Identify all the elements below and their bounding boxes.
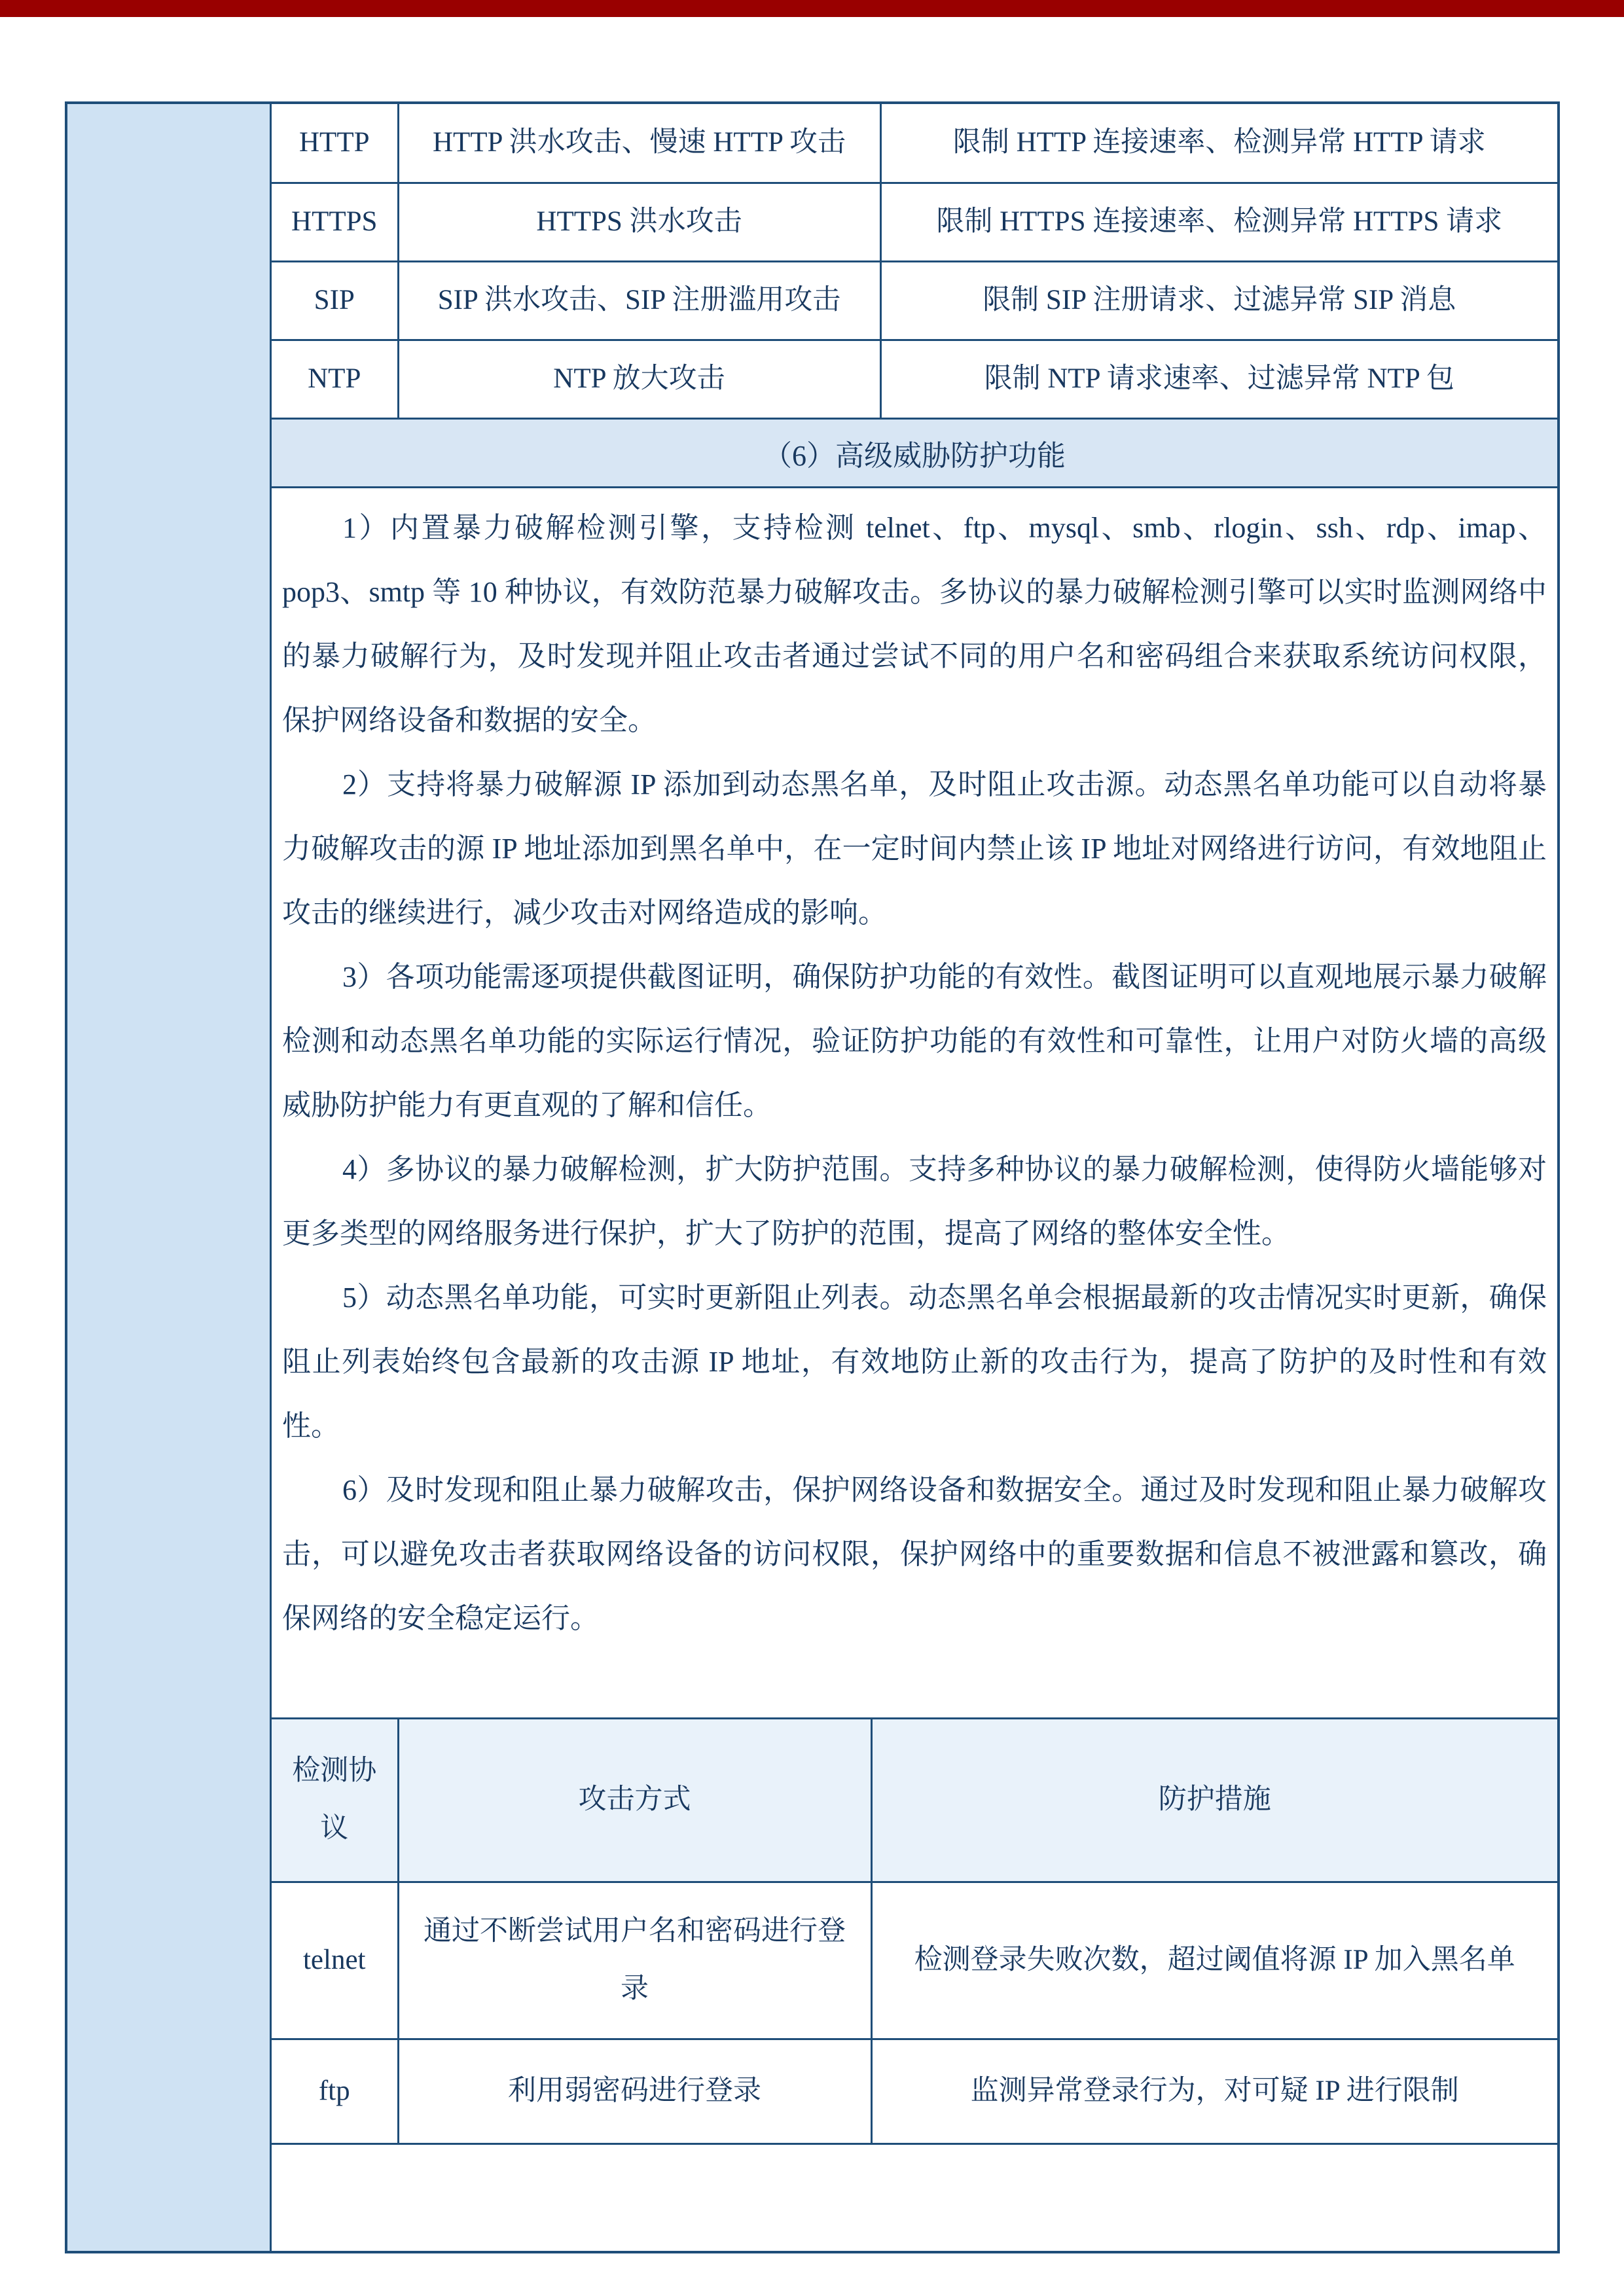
paragraph: 6）及时发现和阻止暴力破解攻击，保护网络设备和数据安全。通过及时发现和阻止暴力破解攻击，可以避免攻击者获取网络设备的访问权限，保护网络中的重要数据和信息不被泄露和篡改，确保网络的安全稳定运行。 xyxy=(282,1473,1547,1634)
ddos-protection-table xyxy=(272,104,1557,420)
protocol-cell: HTTP xyxy=(272,104,398,183)
paragraph: 4）多协议的暴力破解检测，扩大防护范围。支持多种协议的暴力破解检测，使得防火墙能够对更多类型的网络服务进行保护，扩大了防护的范围，提高了网络的整体安全性。 xyxy=(282,1153,1547,1249)
body-text-block xyxy=(272,488,1557,1717)
table-row xyxy=(272,104,1557,183)
measure-cell: 限制 NTP 请求速率、过滤异常 NTP 包 xyxy=(880,340,1557,418)
attack-cell: 通过不断尝试用户名和密码进行登录 xyxy=(398,1882,871,2039)
paragraph: 1）内置暴力破解检测引擎，支持检测 telnet、ftp、mysql、smb、rlogin、ssh、rdp、imap、pop3、smtp 等 10 种协议，有效防范暴力破解攻击。多协议的暴力破解检测引擎可以实时监测网络中的暴力破解行为，及时发现并阻止攻击者通过尝试不同的用户名和密码组合来获取系统访问权限，保护网络设备和数据的安全。 xyxy=(282,511,1547,736)
protocol-cell: NTP xyxy=(272,340,398,418)
section-header xyxy=(272,420,1557,488)
attack-cell: 利用弱密码进行登录 xyxy=(398,2039,871,2144)
protocol-cell: SIP xyxy=(272,261,398,340)
left-margin-column xyxy=(67,104,272,2251)
table-content-column xyxy=(272,104,1557,2251)
header-measure: 防护措施 xyxy=(871,1718,1557,1882)
header-protocol: 检测协议 xyxy=(272,1718,398,1882)
attack-cell: SIP 洪水攻击、SIP 注册滥用攻击 xyxy=(398,261,880,340)
attack-cell: NTP 放大攻击 xyxy=(398,340,880,418)
table-row xyxy=(272,340,1557,418)
paragraph: 5）动态黑名单功能，可实时更新阻止列表。动态黑名单会根据最新的攻击情况实时更新，确保阻止列表始终包含最新的攻击源 IP 地址，有效地防止新的攻击行为，提高了防护的及时性和有效性。 xyxy=(282,1281,1547,1442)
bruteforce-detection-table xyxy=(272,1717,1557,2145)
measure-cell: 监测异常登录行为，对可疑 IP 进行限制 xyxy=(871,2039,1557,2144)
measure-cell: 限制 HTTP 连接速率、检测异常 HTTP 请求 xyxy=(880,104,1557,183)
attack-cell: HTTPS 洪水攻击 xyxy=(398,183,880,261)
protocol-cell: HTTPS xyxy=(272,183,398,261)
table-row xyxy=(272,2039,1557,2144)
protocol-cell: ftp xyxy=(272,2039,398,2144)
measure-cell: 检测登录失败次数，超过阈值将源 IP 加入黑名单 xyxy=(871,1882,1557,2039)
paragraph: 3）各项功能需逐项提供截图证明，确保防护功能的有效性。截图证明可以直观地展示暴力破解检测和动态黑名单功能的实际运行情况，验证防护功能的有效性和可靠性，让用户对防火墙的高级威胁防护能力有更直观的了解和信任。 xyxy=(282,960,1547,1121)
empty-cell-filler xyxy=(272,2145,1557,2251)
table-header-row xyxy=(272,1718,1557,1882)
table-row xyxy=(272,261,1557,340)
protocol-cell: telnet xyxy=(272,1882,398,2039)
top-accent-bar xyxy=(0,0,1624,17)
measure-cell: 限制 HTTPS 连接速率、检测异常 HTTPS 请求 xyxy=(880,183,1557,261)
paragraph: 2）支持将暴力破解源 IP 添加到动态黑名单，及时阻止攻击源。动态黑名单功能可以自动将暴力破解攻击的源 IP 地址添加到黑名单中，在一定时间内禁止该 IP 地址对网络进行访问，有效地阻止攻击的继续进行，减少攻击对网络造成的影响。 xyxy=(282,768,1547,929)
section-title: （6）高级威胁防护功能 xyxy=(763,439,1066,472)
table-row xyxy=(272,1882,1557,2039)
attack-cell: HTTP 洪水攻击、慢速 HTTP 攻击 xyxy=(398,104,880,183)
document-table xyxy=(65,101,1560,2253)
measure-cell: 限制 SIP 注册请求、过滤异常 SIP 消息 xyxy=(880,261,1557,340)
table-row xyxy=(272,183,1557,261)
header-attack: 攻击方式 xyxy=(398,1718,871,1882)
